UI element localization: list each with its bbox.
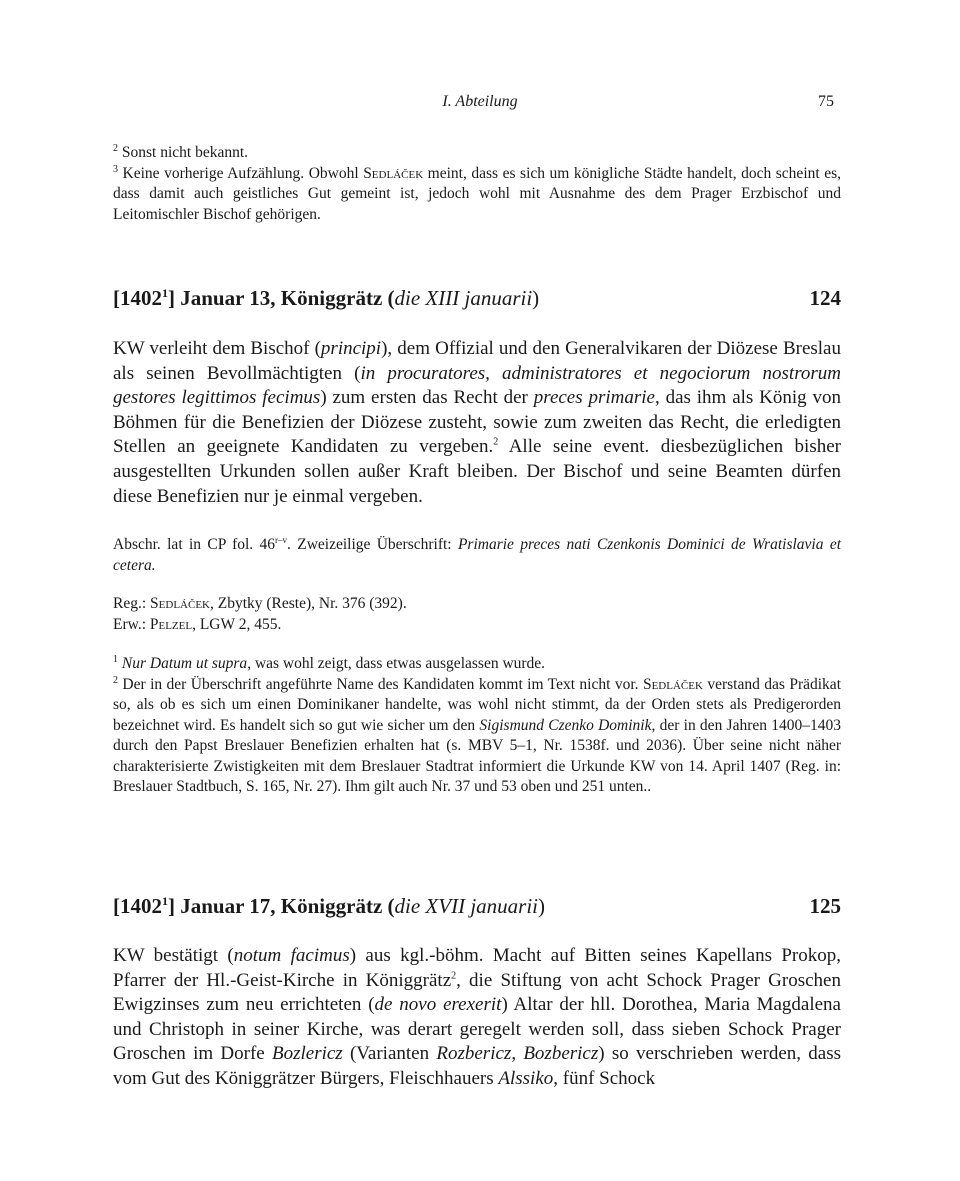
erwaehnung-line: Erw.: Pelzel, LGW 2, 455. xyxy=(113,615,282,633)
regest-line: Reg.: Sedláček, Zbytky (Reste), Nr. 376 (392). xyxy=(113,595,407,612)
entry-125-number: 125 xyxy=(809,894,841,918)
running-header-title: I. Abteilung xyxy=(442,93,518,110)
footnote-2b: $^2$ Der in der Überschrift angeführte Name des Kandidaten kommt im Text nicht vor. Sedláček verstand das Prädikat so, als ob es sich um einen Dominikaner handelte, was wohl nicht stimmt, da der Orden stets als Predigerorden bezeichnet wird. Es handelt sich so gut wie sicher um den Sigismund Czenko Dominik, der in den Jahren 1400–1403 durch den Papst Breslauer Benefizien erhalten hat (s. MBV 5–1, Nr. 1538f. und 2036). Über seine nicht näher charakterisierte Zwistigkeiten mit dem Breslauer Stadtrat informiert die Urkunde KW von 14. April 1407 (Reg. in: Breslauer Stadtbuch, S. 165, Nr. 27). Ihm gilt auch Nr. 37 und 53 oben und 251 unten.. xyxy=(113,674,841,795)
entry-125-body: KW bestätigt (notum facimus) aus kgl.-böhm. Macht auf Bitten seines Kapellans Prokop, Pfarrer der Hl.-Geist-Kirche in Königgrätz$^2$, die Stiftung von acht Schock Prager Groschen Ewigzinses zum neu errichteten (de novo erexerit) Altar der hll. Dorothea, Maria Magdalena und Christoph in seiner Kirche, was derart geregelt werden soll, dass sieben Schock Prager Groschen im Dorfe Bozlericz (Varianten Rozbericz, Bozbericz) so verschrieben werden, dass vom Gut des Königgrätzer Bürgers, Fleischhauers Alssiko, fünf Schock xyxy=(113,945,841,1089)
entry-124-number: 124 xyxy=(809,286,841,310)
page-number: 75 xyxy=(818,93,834,110)
footnote-1: $^1$ Nur Datum ut supra, was wohl zeigt, dass etwas ausgelassen wurde. xyxy=(113,653,546,672)
entry-125-heading: [1402$^1$] Januar 17, Königgrätz (die XVII januarii) 125 xyxy=(113,894,841,918)
entry-124-regest xyxy=(113,594,841,635)
top-footnotes xyxy=(113,143,841,225)
entry-124-heading: [1402$^1$] Januar 13, Königgrätz (die XIII januarii) 124 xyxy=(113,286,841,310)
entry-124-footnotes xyxy=(113,654,841,798)
entry-124-source: Abschr. lat in CP fol. 46$^{r-v}$. Zweizeilige Überschrift: Primarie preces nati Czenkonis Dominici de Wratislavia et cetera. xyxy=(113,535,842,574)
entry-124-body: KW verleiht dem Bischof (principi), dem Offizial und den Generalvikaren der Diözese Breslau als seinen Bevollmächtigten (in procuratores, administratores et negociorum nostrorum gestores legittimos fecimus) zum ersten das Recht der preces primarie, das ihm als König von Böhmen für die Benefizien der Diözese zusteht, sowie zum zweiten das Recht, die erledigten Stellen an geeignete Kandidaten zu vergeben.$^2$ Alle seine event. diesbezüglichen bisher ausgestellten Urkunden sollen außer Kraft bleiben. Der Bischof und seine Beamten dürfen diese Benefizien nur je einmal vergeben. xyxy=(113,338,842,507)
footnote-2: $^2$ Sonst nicht bekannt. xyxy=(113,142,249,161)
footnote-3: $^3$ Keine vorherige Aufzählung. Obwohl Sedláček meint, dass es sich um königliche Städte handelt, doch scheint es, dass damit auch geistliches Gut gemeint ist, jedoch wohl mit Ausnahme des dem Prager Erzbischof und Leitomischler Bischof gehörigen. xyxy=(113,163,841,223)
